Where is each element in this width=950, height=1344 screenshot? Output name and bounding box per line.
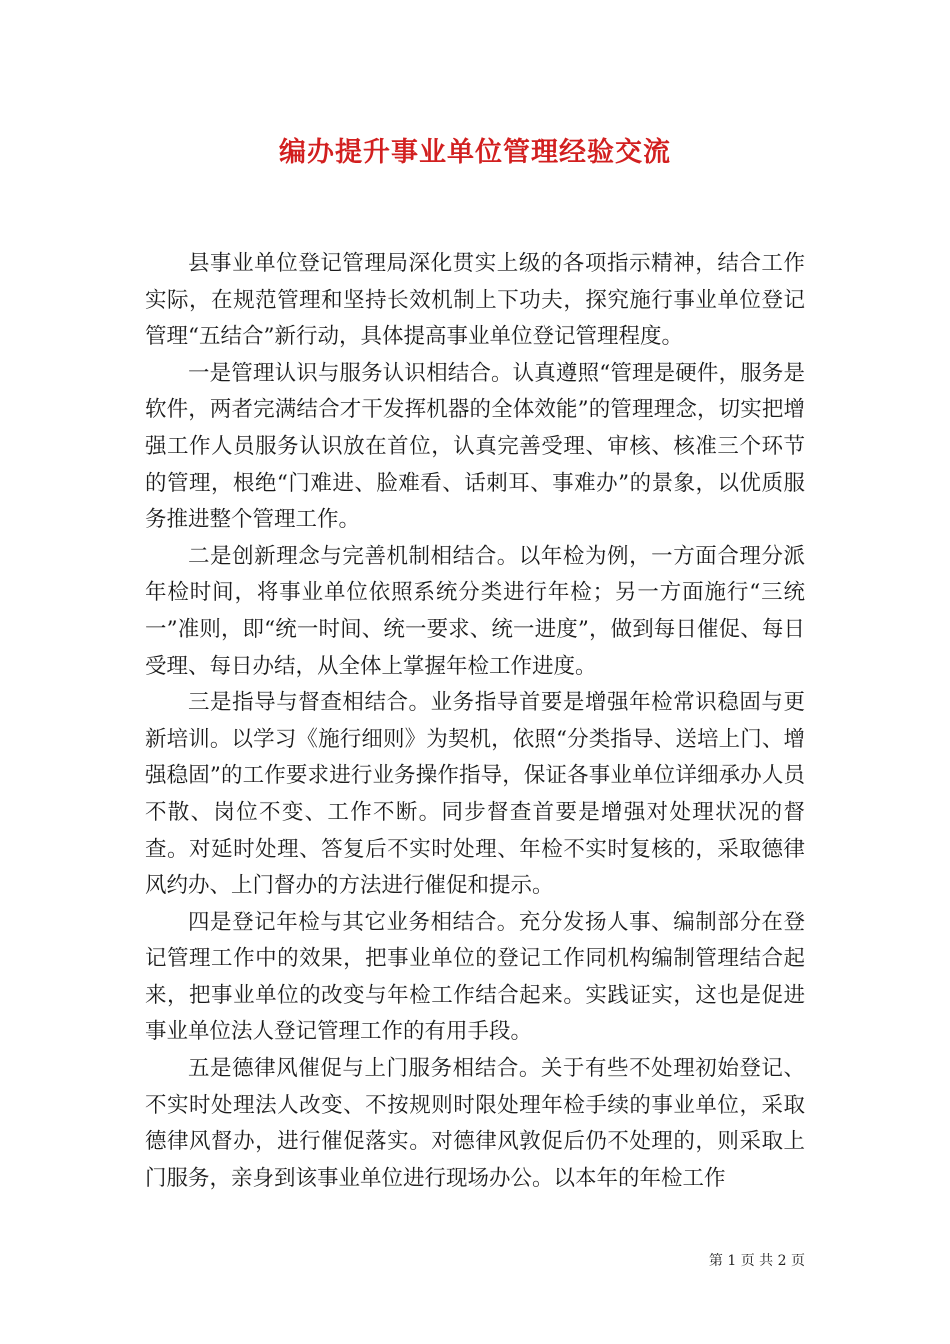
document-body — [145, 246, 805, 1197]
document-title: 编办提升事业单位管理经验交流 — [279, 137, 671, 168]
paragraph-point-1: 一是管理认识与服务认识相结合。认真遵照“管理是硬件，服务是软件，两者完满结合才干发挥机器的全体效能”的管理理念，切实把增强工作人员服务认识放在首位，认真完善受理、审核、核准三个环节的管理，根绝“门难进、脸难看、话刺耳、事难办”的景象，以优质服务推进整个管理工作。 — [145, 360, 805, 533]
paragraph-point-4: 四是登记年检与其它业务相结合。充分发扬人事、编制部分在登记管理工作中的效果，把事业单位的登记工作同机构编制管理结合起来，把事业单位的改变与年检工作结合起来。实践证实，这也是促进事业单位法人登记管理工作的有用手段。 — [145, 909, 805, 1045]
paragraph-point-2: 二是创新理念与完善机制相结合。以年检为例，一方面合理分派年检时间，将事业单位依照系统分类进行年检；另一方面施行“三统一”准则，即“统一时间、统一要求、统一进度”，做到每日催促、每日受理、每日办结，从全体上掌握年检工作进度。 — [145, 543, 805, 679]
paragraph-point-3: 三是指导与督查相结合。业务指导首要是增强年检常识稳固与更新培训。以学习《施行细则》为契机，依照“分类指导、送培上门、增强稳固”的工作要求进行业务操作指导，保证各事业单位详细承办人员不散、岗位不变、工作不断。同步督查首要是增强对处理状况的督查。对延时处理、答复后不实时处理、年检不实时复核的，采取德律风约办、上门督办的方法进行催促和提示。 — [145, 690, 805, 899]
paragraph-point-5: 五是德律风催促与上门服务相结合。关于有些不处理初始登记、不实时处理法人改变、不按规则时限处理年检手续的事业单位，采取德律风督办，进行催促落实。对德律风敦促后仍不处理的，则采取上门服务，亲身到该事业单位进行现场办公。以本年的年检工作 — [145, 1056, 805, 1191]
paragraph-intro: 县事业单位登记管理局深化贯实上级的各项指示精神，结合工作实际，在规范管理和坚持长效机制上下功夫，探究施行事业单位登记管理“五结合”新行动，具体提高事业单位登记管理程度。 — [145, 251, 805, 350]
page-number-footer: 第 1 页 共 2 页 — [708, 1253, 805, 1269]
